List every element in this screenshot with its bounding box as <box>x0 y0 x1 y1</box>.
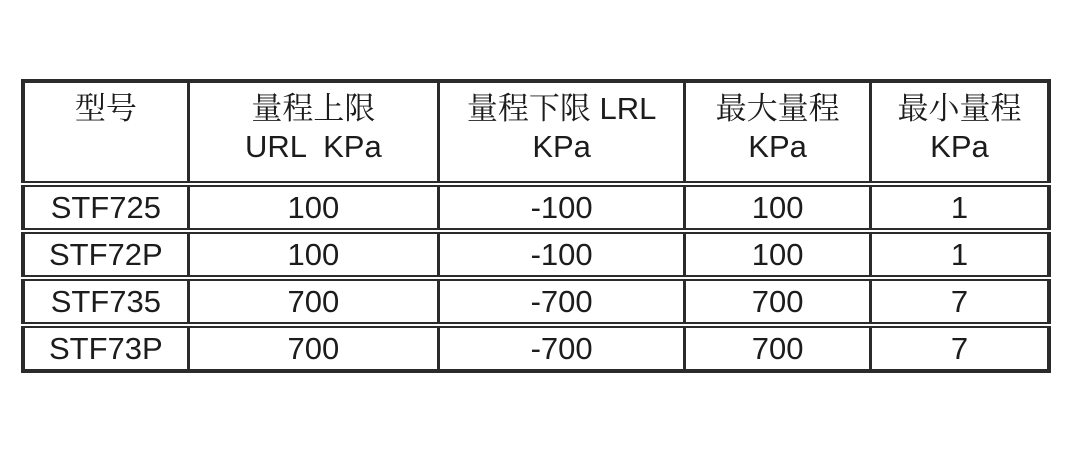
cell-min-span: 1 <box>870 231 1049 278</box>
cell-lrl: -700 <box>439 278 685 325</box>
column-header-max-span <box>685 81 871 184</box>
cell-max-span: 700 <box>685 325 871 371</box>
cell-lrl: -100 <box>439 184 685 231</box>
column-header-lower-range-limit <box>439 81 685 184</box>
cell-url: 100 <box>188 184 438 231</box>
cell-model: STF735 <box>23 278 188 325</box>
column-header-subtext: URL KPa <box>245 129 382 164</box>
column-header-subtext: KPa <box>930 129 989 164</box>
pressure-range-spec-table <box>21 79 1051 373</box>
cell-model: STF72P <box>23 231 188 278</box>
cell-lrl: -700 <box>439 325 685 371</box>
column-header-text: 最大量程 <box>715 91 840 126</box>
column-header-upper-range-limit <box>188 81 438 184</box>
cell-url: 700 <box>188 325 438 371</box>
cell-url: 700 <box>188 278 438 325</box>
table-row <box>23 184 1049 231</box>
column-header-text: 量程上限 <box>251 91 376 126</box>
cell-lrl: -100 <box>439 231 685 278</box>
column-header-text: 最小量程 <box>897 91 1022 126</box>
column-header-min-span <box>870 81 1049 184</box>
column-header-subtext: KPa <box>532 129 591 164</box>
table-row <box>23 278 1049 325</box>
cell-min-span: 7 <box>870 325 1049 371</box>
table-row <box>23 231 1049 278</box>
column-header-model <box>23 81 188 184</box>
cell-max-span: 100 <box>685 231 871 278</box>
table-row <box>23 325 1049 371</box>
column-header-text: 型号 <box>74 91 137 126</box>
cell-url: 100 <box>188 231 438 278</box>
cell-min-span: 1 <box>870 184 1049 231</box>
column-header-subtext: KPa <box>748 129 807 164</box>
cell-model: STF725 <box>23 184 188 231</box>
cell-min-span: 7 <box>870 278 1049 325</box>
header-row <box>23 81 1049 184</box>
cell-model: STF73P <box>23 325 188 371</box>
cell-max-span: 700 <box>685 278 871 325</box>
column-header-text: 量程下限 LRL <box>466 91 657 126</box>
cell-max-span: 100 <box>685 184 871 231</box>
